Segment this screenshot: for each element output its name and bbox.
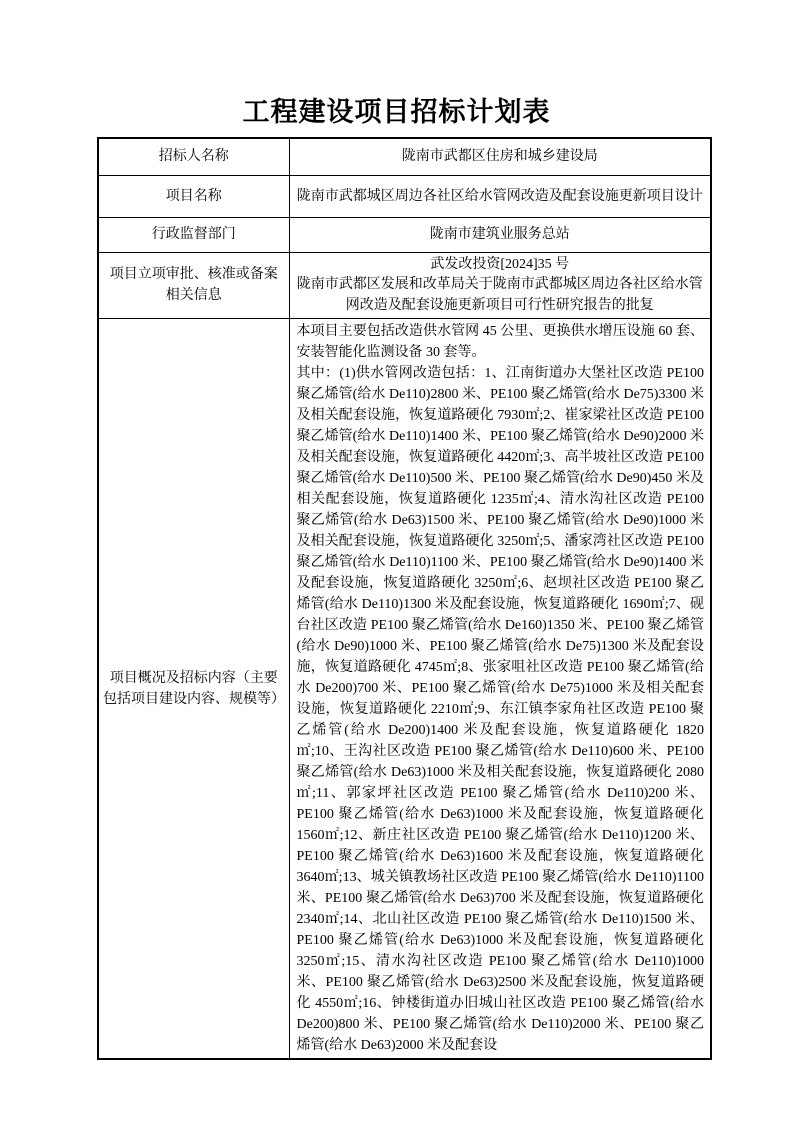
project-name-value: 陇南市武都城区周边各社区给水管网改造及配套设施更新项目设计 <box>289 175 711 217</box>
project-overview-value <box>289 319 711 1060</box>
bidder-name-value: 陇南市武都区住房和城乡建设局 <box>289 138 711 175</box>
row-approval-info <box>98 252 711 319</box>
approval-info-value <box>289 252 711 319</box>
row-supervising-authority <box>98 217 711 252</box>
approval-info-label: 项目立项审批、核准或备案相关信息 <box>98 252 289 319</box>
approval-doc-title: 陇南市武都区发展和改革局关于陇南市武都城区周边各社区给水管网改造及配套设施更新项目可行性研究报告的批复 <box>296 277 703 313</box>
bidder-name-label: 招标人名称 <box>98 138 289 175</box>
row-bidder-name <box>98 138 711 175</box>
project-name-label: 项目名称 <box>98 175 289 217</box>
row-project-overview <box>98 319 711 1060</box>
bidding-plan-table <box>97 137 712 1060</box>
document-title: 工程建设项目招标计划表 <box>242 97 551 127</box>
project-overview-label: 项目概况及招标内容（主要包括项目建设内容、规模等） <box>98 319 289 1060</box>
approval-doc-number: 武发改投资[2024]35 号 <box>430 256 570 272</box>
supervising-authority-label: 行政监督部门 <box>98 217 289 252</box>
row-project-name <box>98 175 711 217</box>
supervising-authority-value: 陇南市建筑业服务总站 <box>289 217 711 252</box>
project-overview-summary: 本项目主要包括改造供水管网 45 公里、更换供水增压设施 60 套、安装智能化监测设备 30 套等。 <box>296 324 704 360</box>
project-overview-details: 其中：(1)供水管网改造包括：1、江南街道办大堡社区改造 PE100 聚乙烯管(给水 De110)2800 米、PE100 聚乙烯管(给水 De75)3300 米及相关配套设施，恢复道路硬化 7930㎡;2、崔家梁社区改造 PE100 聚乙烯管(给水 De110)1400 米、PE100 聚乙烯管(给水 De90)2000 米及相关配套设施，恢复道路硬化 4420㎡;3、高半坡社区改造 PE100 聚乙烯管(给水 De110)500 米、PE100 聚乙烯管(给水 De90)450 米及相关配套设施，恢复道路硬化 1235㎡;4、清水沟社区改造 PE100 聚乙烯管(给水 De63)1500 米、PE100 聚乙烯管(给水 De90)1000 米及相关配套设施，恢复道路硬化 3250㎡;5、潘家湾社区改造 PE100 聚乙烯管(给水 De110)1100 米、PE100 聚乙烯管(给水 De90)1400 米及配套设施，恢复道路硬化 3250㎡;6、赵坝社区改造 PE100 聚乙烯管(给水 De110)1300 米及配套设施，恢复道路硬化 1690㎡;7、砚台社区改造 PE100 聚乙烯管(给水 De160)1350 米、PE100 聚乙烯管(给水 De90)1000 米、PE100 聚乙烯管(给水 De75)1300 米及配套设施，恢复道路硬化 4745㎡;8、张家咀社区改造 PE100 聚乙烯管(给水 De200)700 米、PE100 聚乙烯管(给水 De75)1000 米及相关配套设施，恢复道路硬化 2210㎡;9、东江镇李家角社区改造 PE100 聚乙烯管(给水 De200)1400 米及配套设施，恢复道路硬化 1820㎡;10、王沟社区改造 PE100 聚乙烯管(给水 De110)600 米、PE100 聚乙烯管(给水 De63)1000 米及相关配套设施，恢复道路硬化 2080㎡;11、郭家坪社区改造 PE100 聚乙烯管(给水 De110)200 米、PE100 聚乙烯管(给水 De63)1000 米及配套设施，恢复道路硬化 1560㎡;12、新庄社区改造 PE100 聚乙烯管(给水 De110)1200 米、PE100 聚乙烯管(给水 De63)1600 米及配套设施，恢复道路硬化 3640㎡;13、城关镇教场社区改造 PE100 聚乙烯管(给水 De110)1100 米、PE100 聚乙烯管(给水 De63)700 米及配套设施，恢复道路硬化 2340㎡;14、北山社区改造 PE100 聚乙烯管(给水 De110)1500 米、PE100 聚乙烯管(给水 De63)1000 米及配套设施，恢复道路硬化 3250㎡;15、清水沟社区改造 PE100 聚乙烯管(给水 De110)1000 米、PE100 聚乙烯管(给水 De63)2500 米及配套设施，恢复道路硬化 4550㎡;16、钟楼街道办旧城山社区改造 PE100 聚乙烯管(给水 De200)800 米、PE100 聚乙烯管(给水 De110)2000 米、PE100 聚乙烯管(给水 De63)2000 米及配套设 <box>296 366 704 1053</box>
